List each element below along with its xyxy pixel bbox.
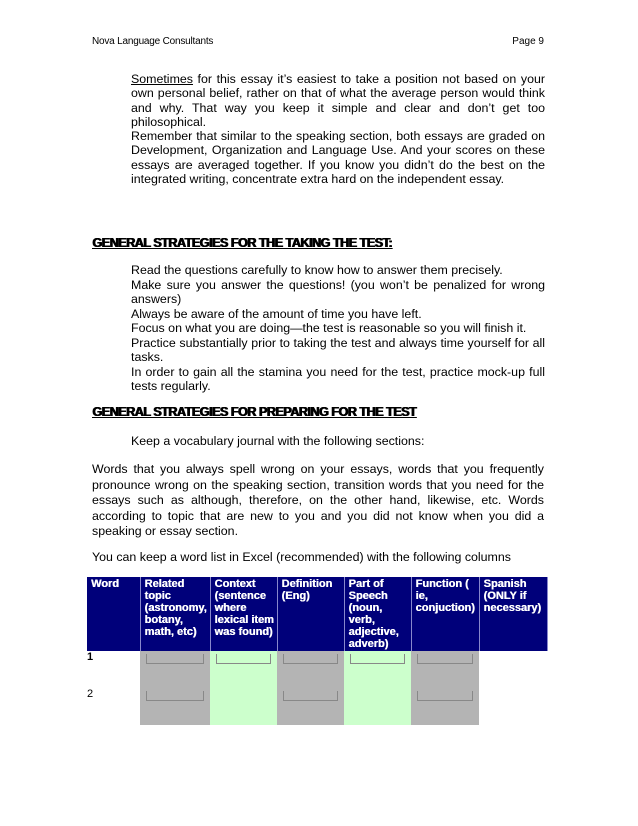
row-number: 2 — [87, 688, 140, 725]
list-item: Practice substantially prior to taking the test and always time yourself for all tasks. — [131, 335, 545, 364]
column-header-function: Function ( ie, conjuction) — [411, 577, 479, 651]
vocab-journal-line: Keep a vocabulary journal with the following sections: — [131, 434, 425, 448]
list-item: Focus on what you are doing—the test is reasonable so you will finish it. — [131, 321, 527, 335]
excel-line: You can keep a word list in Excel (recommended) with the following columns — [92, 550, 511, 564]
table-cell[interactable] — [344, 688, 411, 725]
table-cell[interactable] — [479, 651, 547, 688]
heading-preparing-test: GENERAL STRATEGIES FOR PREPARING FOR THE TEST — [92, 405, 416, 419]
cell-box — [417, 654, 473, 664]
heading-taking-test: GENERAL STRATEGIES FOR THE TAKING THE TEST: — [92, 236, 392, 250]
column-header-word: Word — [87, 577, 140, 651]
words-paragraph: Words that you always spell wrong on your essays, words that you frequently pronounce wrong on the speaking section, transition words that you need for the essays such as although, therefore, on the other hand, likewise, etc. Words according to topic that are new to you and you did not know when you did a speaking or essay section. — [92, 462, 544, 538]
table-cell[interactable] — [411, 651, 479, 688]
column-header-part-of-speech: Part of Speech (noun, verb, adjective, adverb) — [344, 577, 411, 651]
table-cell[interactable] — [140, 651, 210, 688]
cell-box — [283, 691, 338, 701]
table-cell[interactable] — [210, 651, 277, 688]
column-header-definition: Definition (Eng) — [277, 577, 344, 651]
table-header-row — [87, 577, 547, 651]
header-company: Nova Language Consultants — [92, 36, 214, 47]
table-cell[interactable] — [210, 688, 277, 725]
cell-box — [417, 691, 473, 701]
table-cell[interactable] — [411, 688, 479, 725]
word-list-table — [87, 577, 548, 725]
table-cell[interactable] — [140, 688, 210, 725]
taking-test-list — [131, 263, 545, 394]
list-item: Always be aware of the amount of time you have left. — [131, 306, 422, 321]
column-header-context: Context (sentence where lexical item was found) — [210, 577, 277, 651]
table-cell[interactable] — [479, 688, 547, 725]
list-item: In order to gain all the stamina you need for the test, practice mock-up full tests regularly. — [131, 364, 545, 393]
cell-box — [216, 654, 271, 664]
column-header-related-topic: Related topic (astronomy, botany, math, etc) — [140, 577, 210, 651]
table-row — [87, 688, 547, 725]
intro-block — [131, 72, 545, 186]
cell-box — [350, 654, 405, 664]
table-row — [87, 651, 547, 688]
cell-box — [146, 691, 204, 701]
list-item: Make sure you answer the questions! (you won’t be penalized for wrong answers) — [131, 277, 545, 306]
intro-paragraph-1-text: for this essay it’s easiest to take a position not based on your own personal belief, rather on that of what the average person would think and why. That way you keep it simple and clear and don’t get too philosophical. — [131, 72, 545, 129]
cell-box — [146, 654, 204, 664]
header-page-number: Page 9 — [512, 36, 544, 47]
table-cell[interactable] — [277, 651, 344, 688]
table-cell[interactable] — [277, 688, 344, 725]
column-header-spanish: Spanish (ONLY if necessary) — [479, 577, 547, 651]
cell-box — [283, 654, 338, 664]
intro-paragraph-1 — [131, 72, 545, 129]
underlined-word: Sometimes — [131, 72, 193, 86]
table-cell[interactable] — [344, 651, 411, 688]
list-item: Read the questions carefully to know how to answer them precisely. — [131, 263, 503, 277]
intro-paragraph-2: Remember that similar to the speaking section, both essays are graded on Development, Organization and Language Use. And your scores on these essays are averaged together. If you know you didn’t do the best on the integrated writing, concentrate extra hard on the independent essay. — [131, 129, 545, 187]
row-number: 1 — [87, 651, 140, 688]
